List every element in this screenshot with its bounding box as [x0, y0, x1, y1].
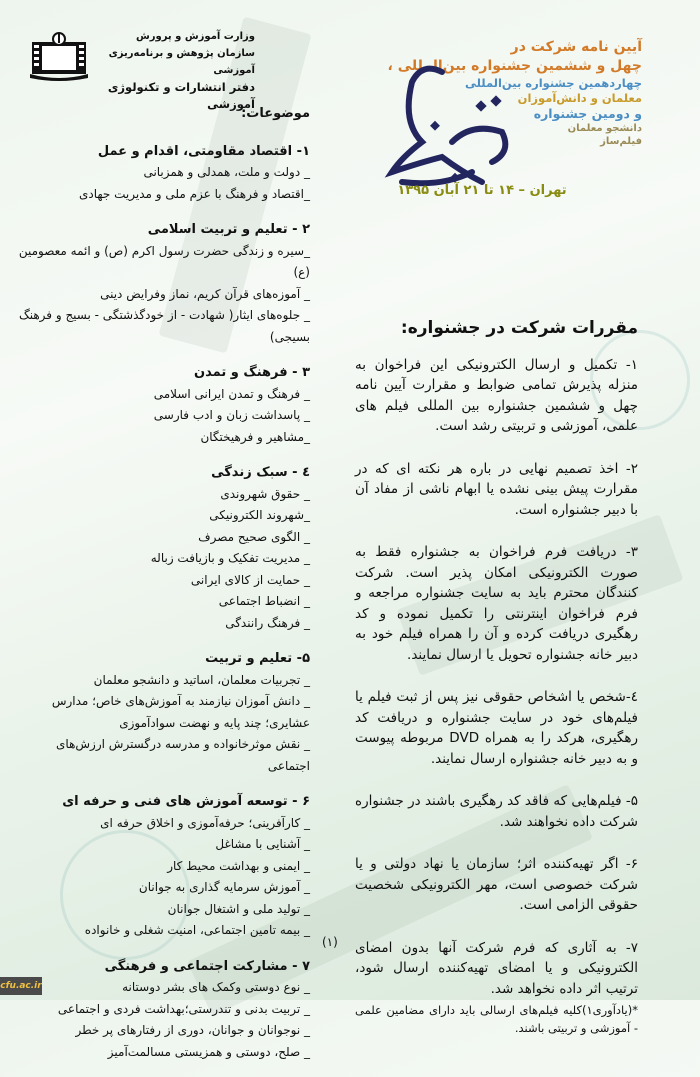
organization-header [95, 28, 255, 113]
topic-section [18, 219, 310, 348]
topic-section [18, 791, 310, 942]
page-number: (۱) [322, 935, 338, 949]
festival-line: چهل و ششمین جشنواره بین‌المللی ، [387, 58, 642, 74]
topic-item: _ نقش موثرخانواده و مدرسه درگسترش ارزش‌های اجتماعی [56, 737, 310, 773]
topic-section [18, 648, 310, 777]
topic-heading: ۱- اقتصاد مقاومتی، اقدام و عمل [97, 143, 310, 159]
topic-heading: ۶ - توسعه آموزش های فنی و حرفه ای [62, 794, 310, 809]
topic-heading: ۲ - تعلیم و تربیت اسلامی [147, 222, 310, 237]
topic-section [18, 141, 310, 206]
rule-item: ٤-شخص یا اشخاص حقوقی نیز پس از ثبت فیلم یا فیلم‌های خود در سایت جشنواره و دریافت کد رهگیری، هرکد را به همراه DVD مربوطه پیوست و به دبیر خانه جشنواره ارسال نمایند. [355, 689, 638, 767]
org-line: دفتر انتشارات و تکنولوژی آموزشی [107, 80, 255, 111]
topic-item: _ نوجوانان و جوانان، دوری از رفتارهای پر خطر [75, 1023, 310, 1037]
topic-item: _ تربیت بدنی و تندرستی؛بهداشت فردی و اجتماعی [57, 1001, 310, 1016]
festival-line: آیین نامه شرکت در [510, 39, 642, 55]
rules-title: مقررات شرکت در جشنواره: [400, 318, 638, 338]
topic-section [18, 362, 310, 448]
festival-line: فیلم‌ساز [600, 136, 642, 147]
roshd-film-calligraphy-logo [382, 62, 532, 197]
topic-item: _ پاسداشت زبان و ادب فارسی [153, 408, 310, 422]
topics-title: موضوعات: [241, 106, 310, 121]
topic-item: _سیره و زندگی حضرت رسول اکرم (ص) و ائمه معصومین (ع) [18, 243, 310, 279]
topic-item: _ حمایت از کالای ایرانی [190, 572, 310, 587]
festival-line: و دومین جشنواره [533, 106, 642, 121]
festival-date: تهران – ۱۴ تا ۲۱ آبان ۱۳۹۵ [397, 183, 567, 198]
topic-item: _اقتصاد و فرهنگ با عزم ملی و مدیریت جهادی [78, 186, 310, 201]
topic-item: _ الگوی صحیح مصرف [198, 529, 310, 544]
org-line: وزارت آموزش و پرورش [135, 31, 255, 42]
topic-item: _ انضباط اجتماعی [218, 594, 310, 608]
festival-line: دانشجو معلمان [567, 123, 642, 134]
ministry-logo [28, 32, 90, 82]
festival-line: چهاردهمین جشنواره بین‌المللی [464, 76, 642, 90]
topic-item: _ بیمه تامین اجتماعی، امنیت شغلی و خانواده [84, 923, 310, 937]
topic-item: _ آموزه‌های قرآن کریم، نماز وفرایض دینی [100, 286, 310, 301]
topic-section [18, 462, 310, 634]
topic-heading: ٤ - سبک زندگی [211, 465, 310, 480]
site-badge: cfu.ac.ir [0, 977, 42, 995]
topic-item: _ ایمنی و بهداشت محیط کار [167, 858, 310, 873]
topic-item: _ تولید ملی و اشتغال جوانان [167, 901, 310, 916]
topic-heading: ۷ - مشارکت اجتماعی و فرهنگی [104, 958, 310, 974]
topic-item: _ آموزش سرمایه گذاری به جوانان [138, 880, 310, 894]
rule-item: ۳- دریافت فرم فراخوان به جشنواره فقط به صورت الکترونیکی امکان پذیر است. شرکت کنندگان محترم باید به سایت جشنواره مراجعه و فرم فراخوان اینترنتی را تکمیل نموده و کد رهگیری دریافت کرده و آن را همراه فیلم خود به دبیر خانه جشنواره تحویل یا ارسال نمایند. [355, 544, 638, 663]
topic-item: _ جلوه‌های ایثار( شهادت - از خودگذشتگی - بسیج و فرهنگ بسیجی) [18, 308, 310, 344]
festival-line: معلمان و دانش‌آموزان [517, 91, 642, 105]
topic-item: _ فرهنگ و تمدن ایرانی اسلامی [153, 386, 310, 401]
rule-item: ۶- اگر تهیه‌کننده اثر؛ سازمان یا نهاد دولتی و یا شرکت خصوصی است، مهر الکترونیکی شخصیت حقوقی الزامی است. [355, 856, 638, 913]
rule-item: ۵- فیلم‌هایی که فاقد کد رهگیری باشند در جشنواره شرکت داده نخواهند شد. [355, 793, 638, 830]
topic-section [18, 956, 310, 1064]
topic-heading: ۵- تعلیم و تربیت [205, 651, 310, 666]
topic-item: _ تجربیات معلمان، اساتید و دانشجو معلمان [93, 672, 310, 687]
topic-item: _ فرهنگ رانندگی [225, 615, 310, 630]
org-line: سازمان پژوهش و برنامه‌ریزی آموزشی [108, 48, 255, 76]
reminder-note: *(یادآوری۱)کلیه فیلم‌های ارسالی باید دارای مضامین علمی - آموزشی و تربیتی باشند. [355, 1003, 638, 1035]
topic-item: _ حقوق شهروندی [220, 486, 310, 501]
rules-column [355, 318, 638, 1059]
rule-item: ۷- به آثاری که فرم شرکت آنها بدون امضای الکترونیکی و یا امضای تهیه‌کننده ارسال شود، ترتیب اثر داده نخواهد شد. [355, 939, 638, 997]
rule-item: ۱- تکمیل و ارسال الکترونیکی این فراخوان به منزله پذیرش تمامی ضوابط و مقرارت آیین نامه چهل و ششمین جشنواره بین المللی فیلم های علمی، آموزشی و تربیتی رشد است. [355, 356, 638, 434]
topic-item: _ کارآفرینی؛ حرفه‌آموزی و اخلاق حرفه ای [100, 815, 310, 830]
topic-item: _مشاهیر و فرهیختگان [200, 429, 310, 444]
topics-column [18, 103, 310, 1077]
topic-item: _ آشنایی با مشاغل [215, 837, 310, 851]
topic-item: _ صلح، دوستی و همزیستی مسالمت‌آمیز [107, 1044, 310, 1059]
topic-item: _ نوع دوستی وکمک های بشر دوستانه [122, 980, 310, 994]
topic-heading: ۳ - فرهنگ و تمدن [194, 365, 310, 380]
rule-item: ۲- اخذ تصمیم نهایی در باره هر نکته ای که در مقرارت پیش بینی نشده یا ابهام ناشی از مفاد آن با دبیر جشنواره است. [355, 460, 638, 518]
topic-item: _ دولت و ملت، همدلی و همزبانی [143, 165, 310, 179]
topic-item: _ مدیریت تفکیک و بازیافت زباله [150, 551, 310, 565]
topic-item: _شهروند الکترونیکی [209, 508, 310, 522]
topic-item: _ دانش آموزان نیازمند به آموزش‌های خاص؛ مدارس عشایری؛ چند پایه و نهضت سوادآموزی [51, 694, 310, 730]
